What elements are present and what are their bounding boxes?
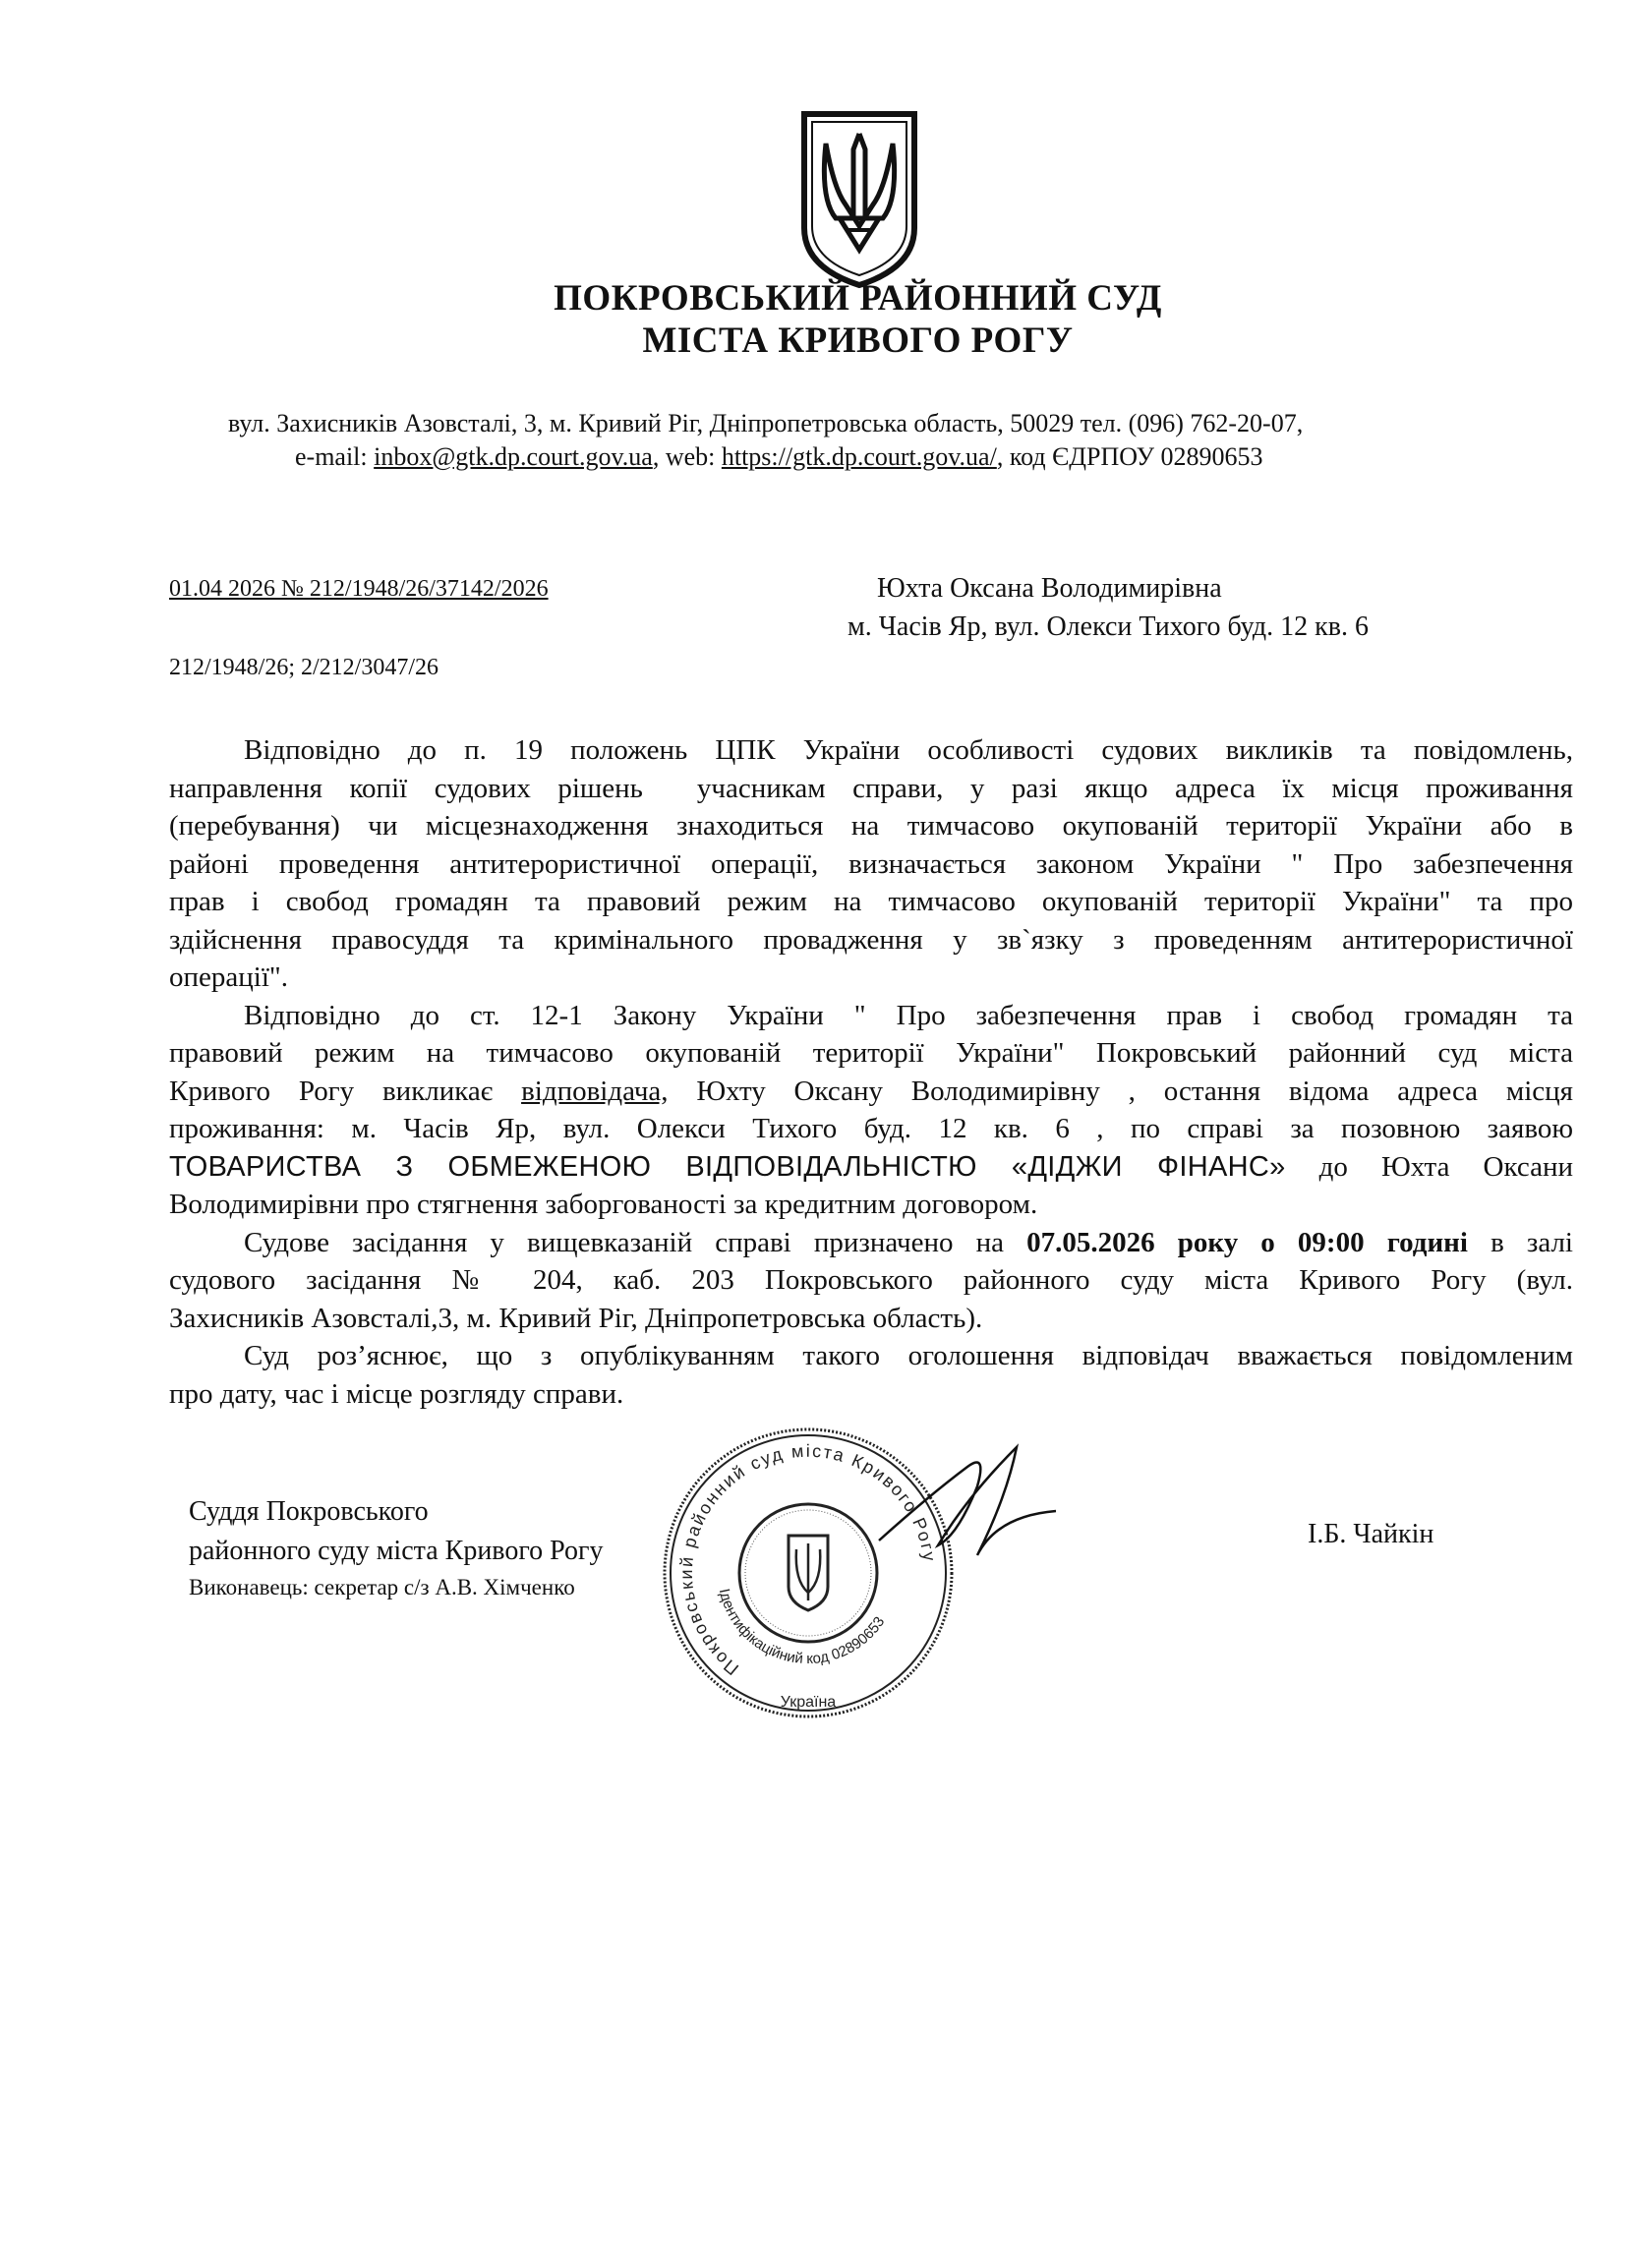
case-reference: 212/1948/26; 2/212/3047/26 <box>169 655 439 680</box>
notice-body <box>169 731 1573 1413</box>
body-line <box>169 1337 1573 1375</box>
body-text: (перебування) чи місцезнаходження знаходиться на тимчасово окупованій території України або в <box>169 810 1573 842</box>
body-text: судового засідання № 204, каб. 203 Покровського районного суду міста Кривого Рогу (вул. <box>169 1264 1573 1296</box>
body-text: правовий режим на тимчасово окупованій території України" Покровський районний суд міста <box>169 1037 1573 1069</box>
seal-inner-text: Ідентифікаційний код 02890653 <box>715 1587 889 1668</box>
seal-trident-icon <box>789 1536 828 1610</box>
email-label: e-mail: <box>295 442 375 471</box>
body-line <box>169 845 1573 884</box>
body-text: про дату, час і місце розгляду справи. <box>169 1377 624 1410</box>
plaintiff-name: ТОВАРИСТВА З ОБМЕЖЕНОЮ ВІДПОВІДАЛЬНІСТЮ «ДІДЖИ ФІНАНС» <box>169 1150 1286 1183</box>
seal-outer-text: Покровський районний суд міста Кривого Рогу <box>675 1440 940 1679</box>
body-line <box>169 1034 1573 1073</box>
body-line <box>169 1186 1573 1224</box>
body-line <box>169 1148 1573 1187</box>
body-line <box>169 1224 1573 1262</box>
body-text: Кривого Рогу викликає <box>169 1075 522 1107</box>
hearing-datetime: 07.05.2026 року о 09:00 годині <box>1026 1226 1468 1258</box>
body-text: Суд роз’яснює, що з опублікуванням такого оголошення відповідач вважається повідомленим <box>244 1340 1573 1371</box>
trident-emblem-icon <box>798 110 920 289</box>
recipient-name: Юхта Оксана Володимирівна <box>877 573 1222 604</box>
body-line <box>169 770 1573 808</box>
body-text: Володимирівни про стягнення заборгованості за кредитним договором. <box>169 1189 1038 1220</box>
body-text: Юхту Оксану Володимирівну , остання відома адреса місця <box>668 1075 1574 1107</box>
body-line <box>169 1300 1573 1338</box>
body-line <box>169 959 1573 997</box>
body-text: Судове засідання у вищевказаній справі призначено на <box>244 1226 1027 1258</box>
body-line <box>169 807 1573 845</box>
svg-text:Ідентифікаційний код 02890653 <box>716 1587 889 1667</box>
court-contacts <box>295 442 1262 472</box>
body-line <box>169 883 1573 921</box>
body-line <box>169 1110 1573 1148</box>
body-line <box>169 1261 1573 1300</box>
defendant-role: відповідача, <box>521 1075 669 1107</box>
body-text: Відповідно до ст. 12-1 Закону України " Про забезпечення прав і свобод громадян та <box>244 999 1573 1031</box>
judge-position-line2: районного суду міста Кривого Рогу <box>189 1536 604 1566</box>
judge-signature <box>869 1437 1066 1575</box>
court-address: вул. Захисників Азовсталі, 3, м. Кривий Ріг, Дніпропетровська область, 50029 тел. (096) 762-20-07, <box>228 409 1304 437</box>
body-text: проживання: м. Часів Яр, вул. Олекси Тихого буд. 12 кв. 6 , по справі за позовною заявою <box>169 1113 1573 1144</box>
body-text: здійснення правосуддя та кримінального провадження у зв`язку з проведенням антитерористичної <box>169 923 1573 956</box>
body-text: Відповідно до п. 19 положень ЦПК України особливості судових викликів та повідомлень, <box>244 734 1573 766</box>
body-text: до Юхта Оксани <box>1285 1150 1573 1183</box>
recipient-address: м. Часів Яр, вул. Олекси Тихого буд. 12 кв. 6 <box>848 611 1369 642</box>
body-line <box>169 1375 1573 1414</box>
body-line <box>169 921 1573 960</box>
body-line <box>169 997 1573 1035</box>
court-name-line1: ПОКРОВСЬКИЙ РАЙОННИЙ СУД <box>554 278 1162 319</box>
web-link[interactable]: https://gtk.dp.court.gov.ua/ <box>721 442 997 471</box>
judge-name: І.Б. Чайкін <box>1308 1519 1434 1549</box>
body-text: в залі <box>1467 1226 1573 1258</box>
body-line <box>169 731 1573 770</box>
executor: Виконавець: секретар с/з А.В. Хімченко <box>189 1575 575 1599</box>
email-link[interactable]: inbox@gtk.dp.court.gov.ua <box>374 442 653 471</box>
body-text: районі проведення антитерористичної операції, визначається законом України " Про забезпечення <box>169 847 1573 880</box>
body-text: прав і свобод громадян та правовий режим на тимчасово окупованій території України" та про <box>169 886 1573 917</box>
seal-country: Україна <box>780 1694 837 1711</box>
court-name-line2: МІСТА КРИВОГО РОГУ <box>642 320 1074 361</box>
body-line <box>169 1073 1573 1111</box>
body-text: операції". <box>169 961 288 993</box>
edrpou-code: , код ЄДРПОУ 02890653 <box>996 442 1263 471</box>
judge-position-line1: Суддя Покровського <box>189 1496 429 1527</box>
body-text: Захисників Азовсталі,3, м. Кривий Ріг, Дніпропетровська область). <box>169 1302 983 1334</box>
outgoing-number: 01.04 2026 № 212/1948/26/37142/2026 <box>169 576 549 602</box>
web-label: , web: <box>652 442 722 471</box>
body-text: направлення копії судових рішень учасникам справи, у разі якщо адреса їх місця проживання <box>169 772 1573 804</box>
